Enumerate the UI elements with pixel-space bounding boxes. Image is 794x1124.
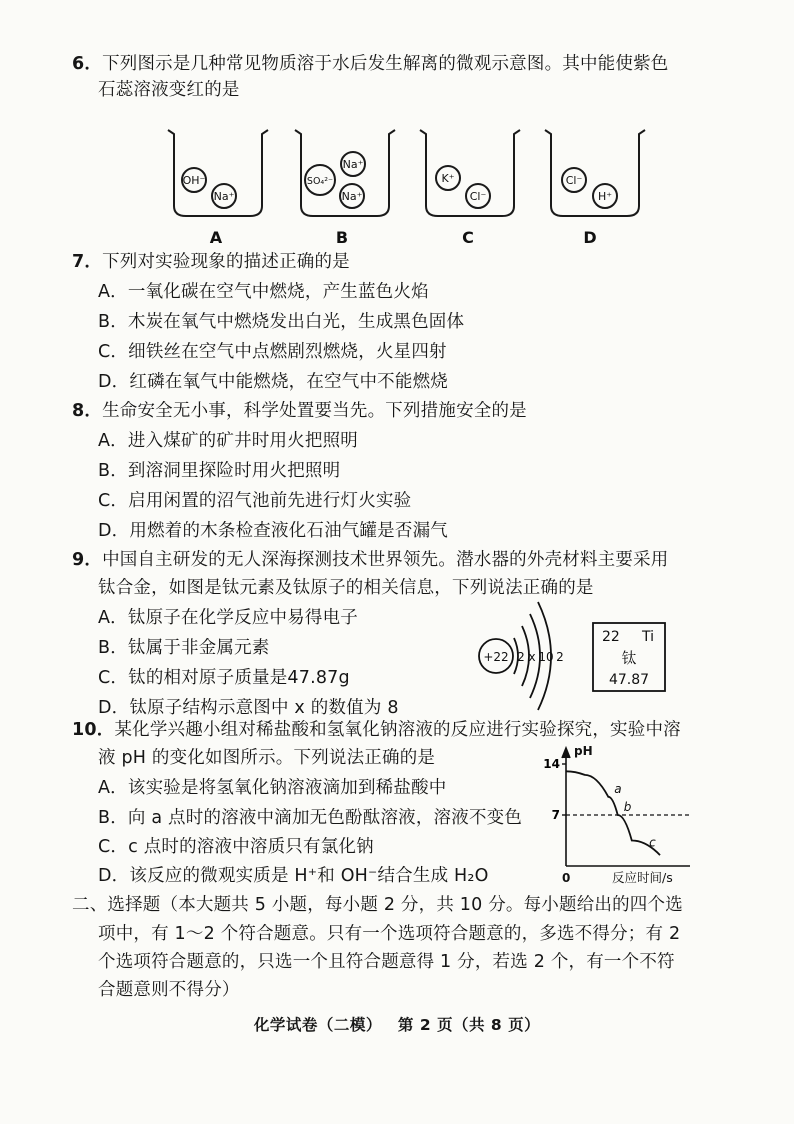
beaker-label-c: C [462, 228, 474, 247]
q8-option-c: C．启用闲置的沼气池前先进行灯火实验 [98, 491, 412, 511]
footer-page: 第 2 页（共 8 页） [397, 1016, 541, 1034]
point-label-b: b [623, 800, 632, 814]
ion-oh: OH⁻ [182, 174, 206, 187]
ion-cl: Cl⁻ [565, 174, 583, 187]
x-axis-label: 反应时间/s [612, 870, 673, 885]
ion-cl: Cl⁻ [469, 190, 487, 203]
q9-stem-line1: 9．中国自主研发的无人深海探测技术世界领先。潜水器的外壳材料主要采用 [72, 550, 669, 570]
atomic-mass: 47.87 [608, 672, 650, 688]
q9-option-d: D．钛原子结构示意图中 x 的数值为 8 [98, 698, 399, 718]
q10-stem-line2: 液 pH 的变化如图所示。下列说法正确的是 [98, 748, 436, 768]
q7-option-c: C．细铁丝在空气中点燃剧烈燃烧，火星四射 [98, 342, 447, 362]
element-name: 钛 [621, 649, 637, 667]
y-tick-label-7: 7 [551, 808, 560, 822]
q8-stem: 8．生命安全无小事，科学处置要当先。下列措施安全的是 [72, 401, 527, 421]
q6-stem-line1: 6．下列图示是几种常见物质溶于水后发生解离的微观示意图。其中能使紫色 [72, 54, 669, 74]
x-origin-label: 0 [562, 871, 571, 885]
y-axis-label: pH [574, 744, 593, 758]
page-footer [0, 1013, 794, 1035]
footer-title: 化学试卷（二模） [253, 1016, 382, 1034]
ph-change-chart [540, 742, 702, 890]
section2-line3: 个选项符合题意的，只选一个且符合题意得 1 分，若选 2 个，有一个不符 [98, 952, 675, 972]
titanium-element-card [592, 622, 666, 692]
titanium-atom-diagram [470, 598, 590, 714]
q7-option-b: B．木炭在氧气中燃烧发出白光，生成黑色固体 [98, 312, 465, 332]
y-tick-label-14: 14 [543, 757, 560, 771]
q10-number: 10． [72, 720, 115, 740]
point-label-a: a [614, 781, 622, 796]
shell-1-electrons: 2 [517, 650, 525, 664]
q8-option-d: D．用燃着的木条检查液化石油气罐是否漏气 [98, 521, 448, 541]
nucleus-charge: +22 [483, 650, 509, 664]
ion-na: Na⁺ [341, 190, 363, 203]
q6-beakers-figure [150, 120, 670, 250]
q7-option-a: A．一氧化碳在空气中燃烧，产生蓝色火焰 [98, 282, 429, 302]
q9-option-c: C．钛的相对原子质量是47.87g [98, 668, 350, 688]
ion-k: K⁺ [441, 172, 455, 185]
q9-number: 9． [72, 550, 103, 570]
section2-line4: 合题意则不得分） [98, 980, 240, 1000]
q10-option-d: D．该反应的微观实质是 H⁺和 OH⁻结合生成 H₂O [98, 866, 489, 886]
q7-number: 7． [72, 252, 103, 272]
ph-curve [566, 771, 660, 855]
q9-option-a: A．钛原子在化学反应中易得电子 [98, 608, 358, 628]
q10-option-c: C．c 点时的溶液中溶质只有氯化钠 [98, 837, 374, 857]
element-symbol: Ti [642, 629, 655, 645]
q7-stem: 7．下列对实验现象的描述正确的是 [72, 252, 350, 272]
q7-option-d: D．红磷在氧气中能燃烧，在空气中不能燃烧 [98, 372, 448, 392]
shell-4-electrons: 2 [556, 650, 564, 664]
section2-line1: 二、选择题（本大题共 5 小题，每小题 2 分，共 10 分。每小题给出的四个选 [72, 895, 683, 915]
q8-option-a: A．进入煤矿的矿井时用火把照明 [98, 431, 358, 451]
ion-na: Na⁺ [342, 158, 364, 171]
q9-option-b: B．钛属于非金属元素 [98, 638, 270, 658]
ion-so4: SO₄²⁻ [306, 176, 334, 187]
q10-stem-line1: 10．某化学兴趣小组对稀盐酸和氢氧化钠溶液的反应进行实验探究，实验中溶 [72, 720, 681, 740]
beaker-label-b: B [335, 228, 349, 247]
section2-line2: 项中，有 1～2 个符合题意。只有一个选项符合题意的，多选不得分；有 2 [98, 924, 681, 944]
beaker-label-a: A [209, 228, 223, 247]
q6-stem-line2: 石蕊溶液变红的是 [98, 80, 240, 100]
ion-na: Na⁺ [213, 190, 235, 203]
ion-h: H⁺ [597, 190, 613, 203]
shell-2-electrons: x [528, 650, 536, 664]
shell-3-electrons: 10 [538, 650, 554, 664]
q8-option-b: B．到溶洞里探险时用火把照明 [98, 461, 341, 481]
beaker-label-d: D [583, 228, 597, 247]
atomic-number: 22 [602, 629, 620, 645]
q8-number: 8． [72, 401, 103, 421]
q10-option-a: A．该实验是将氢氧化钠溶液滴加到稀盐酸中 [98, 778, 447, 798]
q6-number: 6． [72, 54, 103, 74]
q9-stem-line2: 钛合金，如图是钛元素及钛原子的相关信息，下列说法正确的是 [98, 578, 594, 598]
q10-option-b: B．向 a 点时的溶液中滴加无色酚酞溶液，溶液不变色 [98, 808, 523, 828]
point-label-c: c [649, 835, 656, 850]
